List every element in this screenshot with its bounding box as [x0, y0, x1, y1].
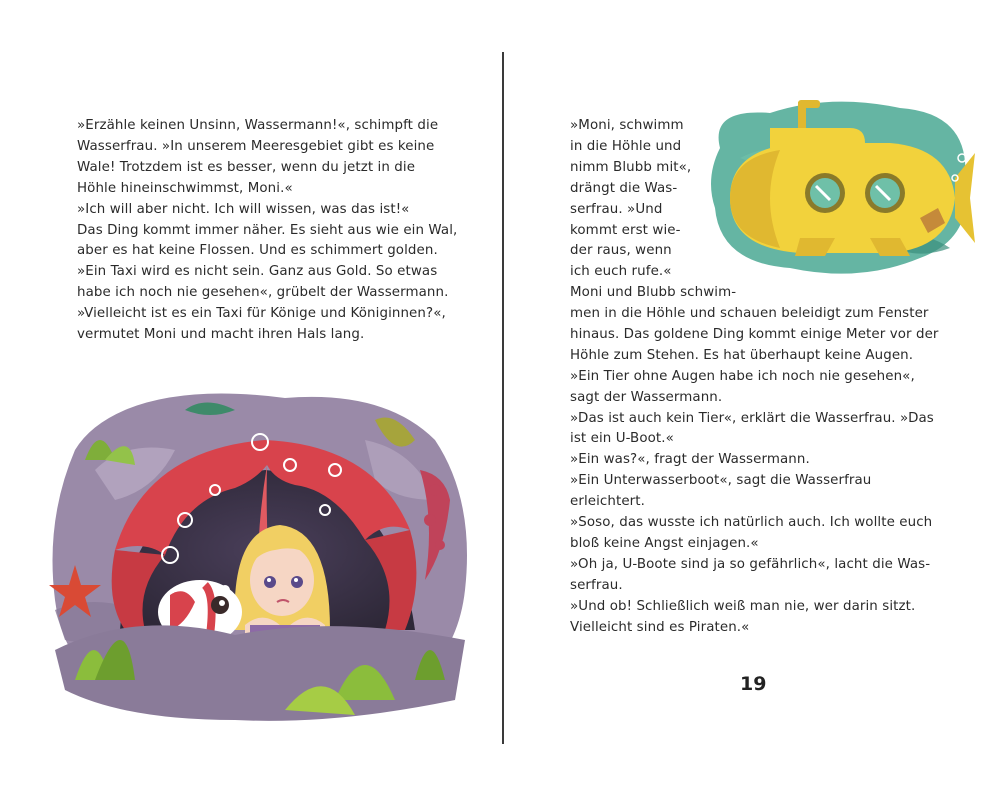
submarine-illustration [700, 88, 980, 283]
text-line: erleichtert. [570, 494, 645, 510]
right-page-text-narrow [570, 116, 710, 283]
text-line: Vielleicht sind es Piraten.« [570, 619, 750, 635]
text-line: sagt der Wassermann. [570, 389, 723, 405]
text-line: »Soso, das wusste ich natürlich auch. Ich wollte euch [570, 515, 933, 531]
text-line: Höhle zum Stehen. Es hat überhaupt keine Augen. [570, 347, 914, 363]
text-line: Wale! Trotzdem ist es besser, wenn du jetzt in die [77, 159, 416, 175]
text-line: »Ein Unterwasserboot«, sagt die Wasserfrau [570, 473, 872, 489]
text-line: in die Höhle und [570, 138, 682, 154]
text-line: »Oh ja, U-Boote sind ja so gefährlich«, lacht die Was- [570, 556, 931, 572]
text-line: »Moni, schwimm [570, 118, 684, 133]
text-line: habe ich noch nie gesehen«, grübelt der Wassermann. [77, 285, 449, 301]
text-line: »Das ist auch kein Tier«, erklärt die Wasserfrau. »Das [570, 410, 934, 426]
book-gutter [502, 52, 504, 744]
text-line: nimm Blubb mit«, [570, 159, 692, 175]
text-line: Das Ding kommt immer näher. Es sieht aus wie ein Wal, [77, 222, 458, 238]
text-line: Höhle hineinschwimmst, Moni.« [77, 180, 293, 196]
left-page-text [77, 116, 458, 346]
text-line: Moni und Blubb schwim- [570, 285, 737, 300]
page-number: 19 [740, 673, 767, 695]
text-line: »Und ob! Schließlich weiß man nie, wer darin sitzt. [570, 598, 916, 614]
text-line: »Ein was?«, fragt der Wassermann. [570, 452, 810, 468]
right-page-text-transition [570, 283, 736, 304]
text-line: aber es hat keine Flossen. Und es schimmert golden. [77, 243, 438, 259]
cave-illustration [35, 380, 475, 725]
text-line: vermutet Moni und macht ihren Hals lang. [77, 327, 365, 343]
text-line: hinaus. Das goldene Ding kommt einige Meter vor der [570, 326, 939, 342]
text-line: drängt die Was- [570, 180, 678, 196]
text-line: serfrau. [570, 577, 623, 593]
text-line: »Ich will aber nicht. Ich will wissen, was das ist!« [77, 201, 410, 217]
text-line: der raus, wenn [570, 243, 672, 259]
text-line: ist ein U-Boot.« [570, 431, 674, 447]
text-line: »Ein Taxi wird es nicht sein. Ganz aus Gold. So etwas [77, 264, 438, 280]
text-line: bloß keine Angst einjagen.« [570, 535, 759, 551]
text-line: serfrau. »Und [570, 201, 663, 217]
text-line: kommt erst wie- [570, 222, 681, 238]
text-line: »Ein Tier ohne Augen habe ich noch nie gesehen«, [570, 368, 915, 384]
right-page-text-wide [570, 304, 939, 639]
text-line: »Erzähle keinen Unsinn, Wassermann!«, schimpft die [77, 118, 439, 133]
text-line: Wasserfrau. »In unserem Meeresgebiet gibt es keine [77, 138, 435, 154]
text-line: ich euch rufe.« [570, 264, 672, 280]
text-line: men in die Höhle und schauen beleidigt zum Fenster [570, 306, 929, 321]
text-line: »Vielleicht ist es ein Taxi für Könige und Königinnen?«, [77, 306, 446, 322]
